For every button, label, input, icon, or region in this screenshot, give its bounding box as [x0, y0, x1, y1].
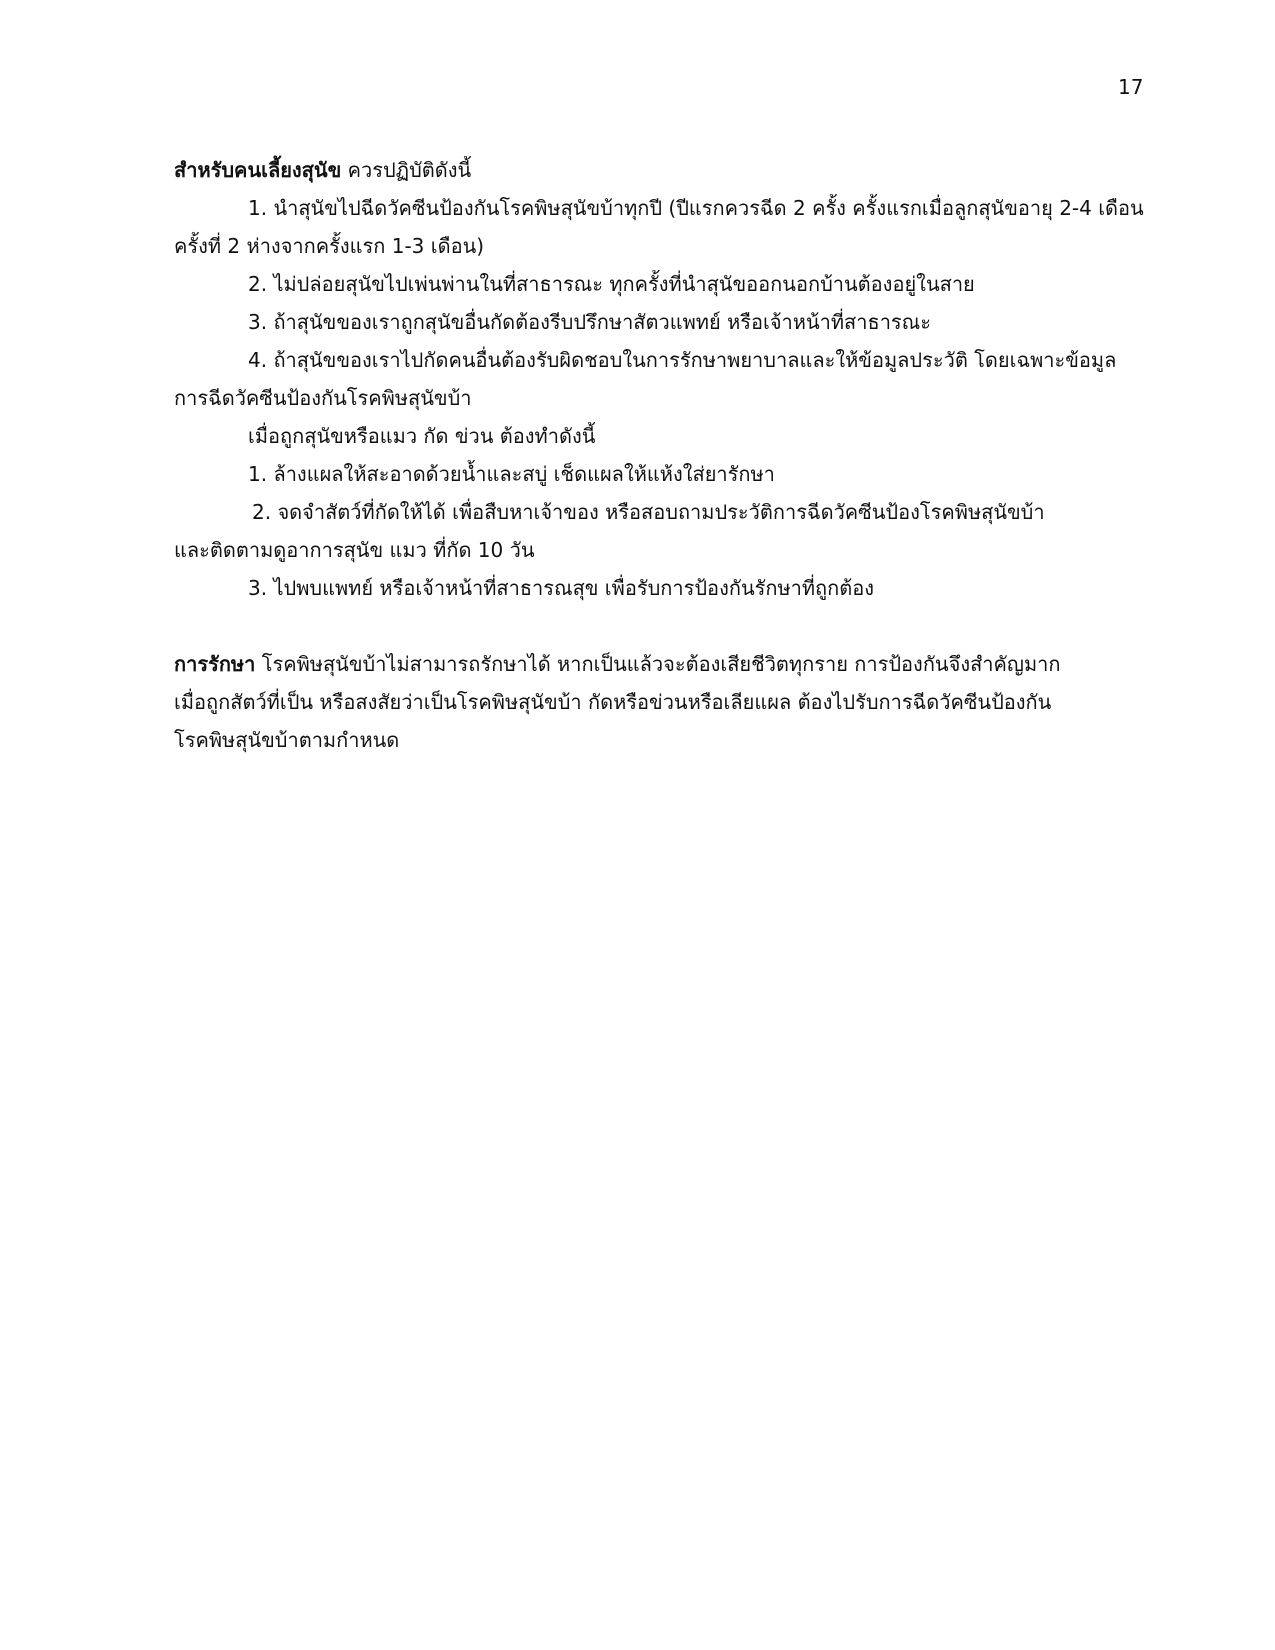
- bitten-item-2-line-1: 2. จดจำสัตว์ที่กัดให้ได้ เพื่อสืบหาเจ้าของ หรือสอบถามประวัติการฉีดวัคซีนป้องโรคพิษสุนัขบ้า: [252, 500, 1045, 524]
- document-body: [174, 151, 1144, 759]
- treatment-line-3: โรคพิษสุนัขบ้าตามกำหนด: [174, 728, 400, 752]
- owner-item-4-line-2: การฉีดวัคซีนป้องกันโรคพิษสุนัขบ้า: [174, 386, 472, 410]
- owner-section-heading: สำหรับคนเลี้ยงสุนัข: [174, 158, 342, 182]
- treatment-line-2: เมื่อถูกสัตว์ที่เป็น หรือสงสัยว่าเป็นโรคพิษสุนัขบ้า กัดหรือข่วนหรือเลียแผล ต้องไปรับการฉีดวัคซีนป้องกัน: [174, 690, 1052, 714]
- treatment-line-1: [174, 645, 1144, 683]
- treatment-line-1-text: โรคพิษสุนัขบ้าไม่สามารถรักษาได้ หากเป็นแล้วจะต้องเสียชีวิตทุกราย การป้องกันจึงสำคัญมาก: [255, 652, 1061, 676]
- owner-section-heading-line: [174, 151, 1144, 189]
- owner-item-3: 3. ถ้าสุนัขของเราถูกสุนัขอื่นกัดต้องรีบปรึกษาสัตวแพทย์ หรือเจ้าหน้าที่สาธารณะ: [248, 310, 931, 334]
- section-spacer: [174, 607, 1144, 645]
- page-number: 17: [1118, 75, 1144, 99]
- bitten-item-3: 3. ไปพบแพทย์ หรือเจ้าหน้าที่สาธารณสุข เพื่อรับการป้องกันรักษาที่ถูกต้อง: [248, 576, 875, 600]
- owner-item-1-line-2: ครั้งที่ 2 ห่างจากครั้งแรก 1-3 เดือน): [174, 234, 485, 258]
- owner-item-1-line-1: 1. นำสุนัขไปฉีดวัคซีนป้องกันโรคพิษสุนัขบ้าทุกปี (ปีแรกควรฉีด 2 ครั้ง ครั้งแรกเมื่อลูกสุนัขอายุ 2-4 เดือน: [248, 196, 1144, 220]
- treatment-heading: การรักษา: [174, 652, 256, 676]
- bitten-section-intro: เมื่อถูกสุนัขหรือแมว กัด ข่วน ต้องทำดังนี้: [248, 424, 596, 448]
- owner-item-2: 2. ไม่ปล่อยสุนัขไปเพ่นพ่านในที่สาธารณะ ทุกครั้งที่นำสุนัขออกนอกบ้านต้องอยู่ในสาย: [248, 272, 975, 296]
- owner-item-4-line-1: 4. ถ้าสุนัขของเราไปกัดคนอื่นต้องรับผิดชอบในการรักษาพยาบาลและให้ข้อมูลประวัติ โดยเฉพาะข้อมูล: [248, 348, 1117, 372]
- bitten-item-1: 1. ล้างแผลให้สะอาดด้วยน้ำและสบู่ เช็ดแผลให้แห้งใส่ยารักษา: [248, 462, 775, 486]
- owner-section-intro: ควรปฏิบัติดังนี้: [341, 158, 472, 182]
- bitten-item-2-line-2: และติดตามดูอาการสุนัข แมว ที่กัด 10 วัน: [174, 538, 535, 562]
